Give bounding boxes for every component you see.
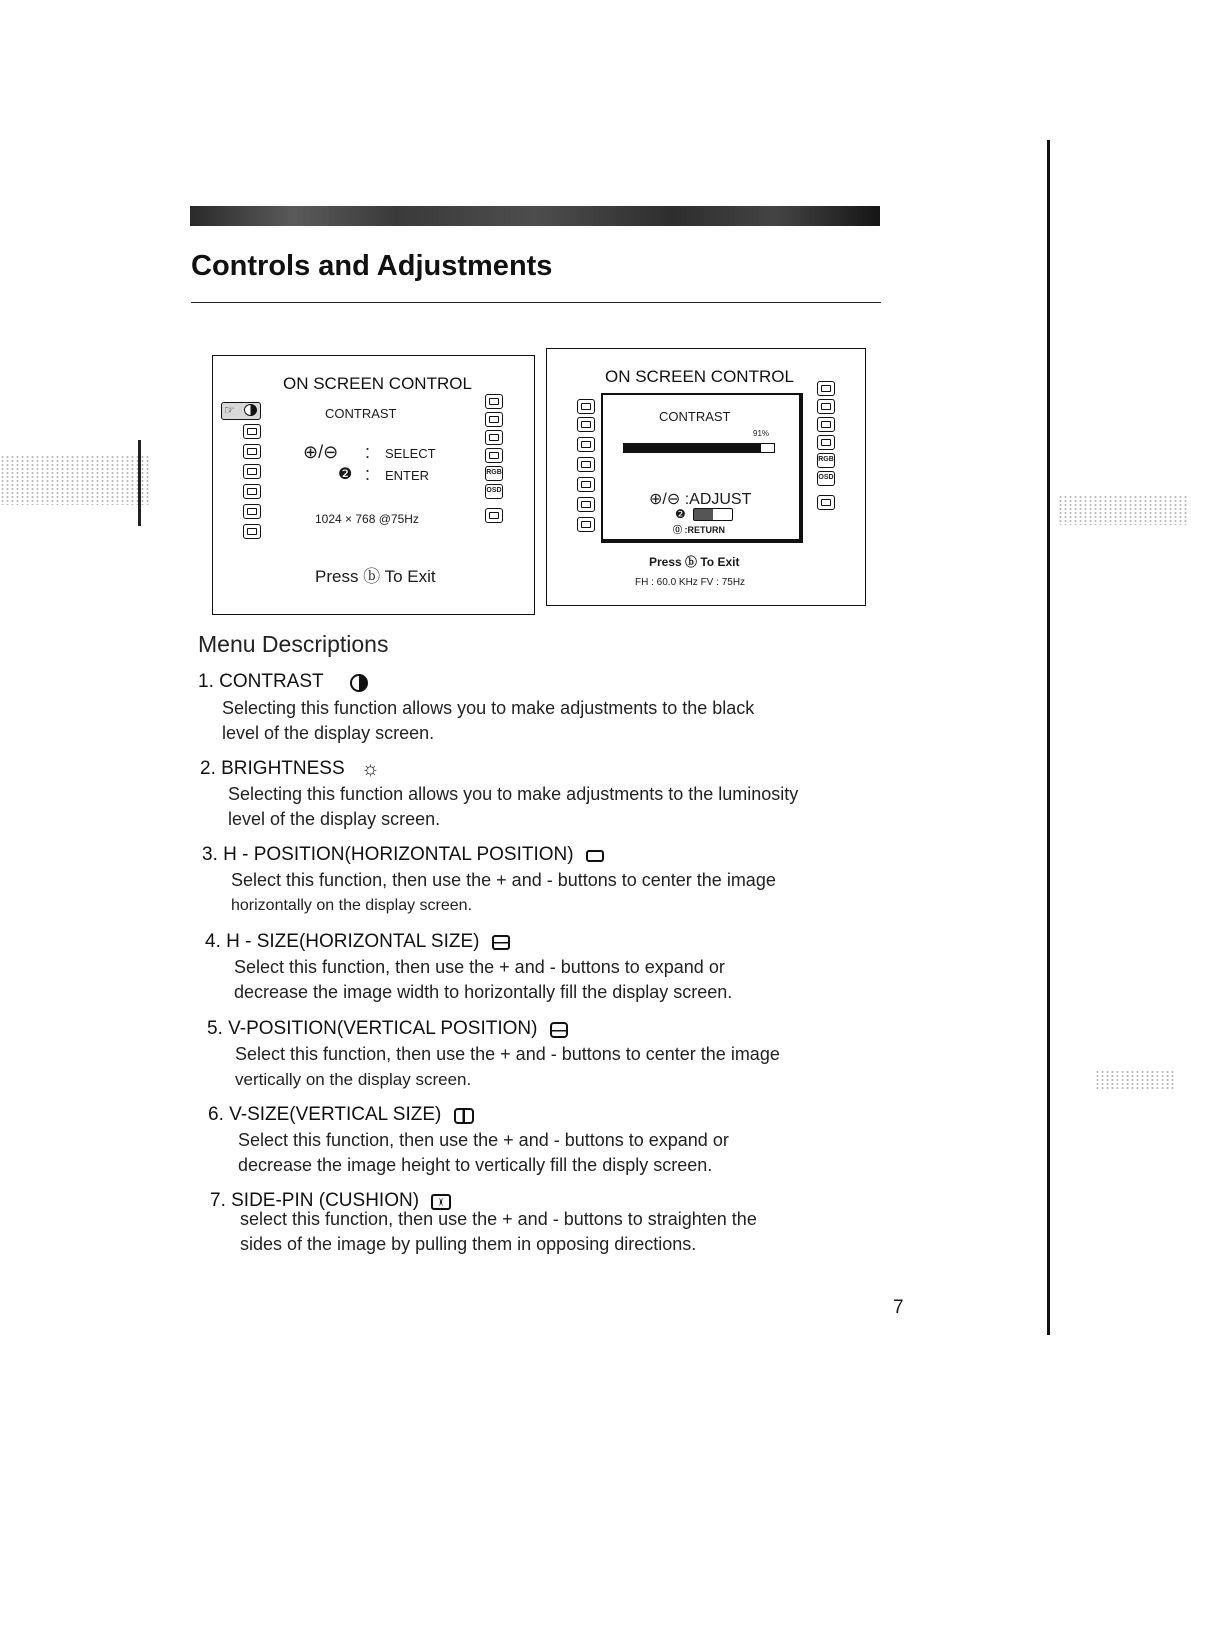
page-title: Controls and Adjustments <box>191 250 553 282</box>
menu-item-desc <box>222 696 882 746</box>
return-text: ⓪ :RETURN <box>673 525 725 535</box>
osd-right-title: ON SCREEN CONTROL <box>605 367 794 386</box>
osd-left-item: CONTRAST <box>325 406 397 421</box>
contrast-icon-osd <box>577 399 595 414</box>
osd-icon-osd: OSD <box>817 471 835 486</box>
contrast-adjust-window <box>601 393 803 543</box>
v-size-icon-osd <box>577 497 595 512</box>
osd-right-right-icon-1 <box>817 381 835 396</box>
select-keys: ⊕/⊖ <box>303 442 339 462</box>
osd-left-panel <box>212 355 535 615</box>
desc-line: select this function, then use the + and - buttons to straighten the <box>240 1209 757 1229</box>
side-pin-icon-osd <box>577 517 595 532</box>
menu-item-brightness <box>200 758 379 781</box>
menu-item-title: 6. V-SIZE(VERTICAL SIZE) <box>208 1104 442 1125</box>
desc-line: sides of the image by pulling them in opposing directions. <box>240 1234 697 1254</box>
desc-line: Selecting this function allows you to make adjustments to the luminosity <box>228 784 799 804</box>
brightness-icon <box>243 424 261 439</box>
adjust-text: ⊕/⊖ :ADJUST <box>649 491 752 508</box>
menu-item-desc <box>235 1042 895 1092</box>
scan-mark-left <box>138 440 141 526</box>
menu-item-desc <box>231 868 891 918</box>
select-separator: : <box>365 442 371 462</box>
menu-item-title: 4. H - SIZE(HORIZONTAL SIZE) <box>205 931 480 952</box>
desc-line: Select this function, then use the + and - buttons to expand or <box>238 1130 729 1150</box>
scan-noise-right <box>1058 495 1188 525</box>
contrast-level-bar[interactable] <box>623 443 775 453</box>
brightness-icon-osd <box>577 417 595 432</box>
desc-line: Selecting this function allows you to make adjustments to the black <box>222 698 755 718</box>
menu-item-contrast <box>198 671 368 693</box>
osd-left-right-icon-3 <box>485 430 503 445</box>
contrast-level-text: 91% <box>753 429 770 438</box>
exit-icon-osd <box>817 495 835 510</box>
osd-right-right-icon-4 <box>817 435 835 450</box>
menu-item-desc <box>238 1128 898 1178</box>
menu-item-desc <box>228 782 888 832</box>
osd-left-title: ON SCREEN CONTROL <box>283 374 472 393</box>
menu-item-v-size <box>208 1104 474 1126</box>
menu-item-title: 5. V-POSITION(VERTICAL POSITION) <box>207 1018 538 1039</box>
menu-item-v-position <box>207 1018 568 1040</box>
v-position-icon <box>550 1022 568 1038</box>
h-position-icon-osd <box>577 437 595 452</box>
rgb-icon-osd: RGB <box>817 453 835 468</box>
menu-item-title: 7. SIDE-PIN (CUSHION) <box>210 1190 420 1211</box>
page-number: 7 <box>893 1297 904 1318</box>
desc-line: Select this function, then use the + and - buttons to center the image <box>231 870 776 890</box>
osd-icon: OSD <box>485 484 503 499</box>
scan-noise-left <box>0 455 150 505</box>
v-size-icon <box>454 1108 474 1124</box>
menu-item-desc <box>240 1207 900 1257</box>
menu-heading: Menu Descriptions <box>198 631 389 657</box>
selected-pointer-icon: ☞ <box>221 402 261 420</box>
h-position-icon <box>243 444 261 459</box>
page-edge-line <box>1047 140 1050 1335</box>
menu-item-title: 3. H - POSITION(HORIZONTAL POSITION) <box>202 844 574 865</box>
contrast-brightness-toggle-icon <box>693 508 733 521</box>
v-position-icon-osd <box>577 477 595 492</box>
h-position-icon <box>586 850 604 862</box>
h-size-icon-osd <box>577 457 595 472</box>
select-label: SELECT <box>385 446 436 461</box>
frequency-text: FH : 60.0 KHz FV : 75Hz <box>635 577 746 588</box>
toggle-key-icon: ❷ <box>675 507 686 521</box>
desc-line: level of the display screen. <box>222 723 435 743</box>
osd-left-right-icon-1 <box>485 394 503 409</box>
resolution-text: 1024 × 768 @75Hz <box>315 512 419 526</box>
osd-right-exit-text: Press ⓑ To Exit <box>649 555 740 569</box>
enter-separator: : <box>365 464 371 484</box>
osd-right-right-icon-2 <box>817 399 835 414</box>
desc-line: level of the display screen. <box>228 809 441 829</box>
enter-label: ENTER <box>385 468 430 483</box>
osd-left-right-icon-4 <box>485 448 503 463</box>
v-position-icon <box>243 484 261 499</box>
menu-item-title: 1. CONTRAST <box>198 671 324 692</box>
desc-line: horizontally on the display screen. <box>231 897 473 914</box>
osd-right-panel <box>546 348 866 606</box>
title-divider <box>191 302 881 303</box>
osd-left-right-icon-2 <box>485 412 503 427</box>
menu-item-desc <box>234 955 894 1005</box>
contrast-icon <box>350 674 368 692</box>
brightness-icon: ☼ <box>361 758 380 781</box>
side-pin-icon <box>243 524 261 539</box>
v-size-icon <box>243 504 261 519</box>
osd-right-item: CONTRAST <box>659 409 731 424</box>
desc-line: Select this function, then use the + and - buttons to center the image <box>235 1044 780 1064</box>
rgb-icon: RGB <box>485 466 503 481</box>
osd-right-right-icon-3 <box>817 417 835 432</box>
menu-item-h-size <box>205 931 510 953</box>
menu-item-title: 2. BRIGHTNESS <box>200 758 345 779</box>
scan-noise-right-lower <box>1095 1070 1175 1090</box>
exit-icon <box>485 508 503 523</box>
desc-line: Select this function, then use the + and - buttons to expand or <box>234 957 725 977</box>
menu-item-h-position <box>202 844 604 866</box>
section-header-bar <box>190 206 880 226</box>
enter-key-icon: ❷ <box>338 466 353 483</box>
contrast-level-fill <box>624 444 761 452</box>
h-size-icon <box>243 464 261 479</box>
desc-line: vertically on the display screen. <box>235 1070 472 1089</box>
osd-left-exit-text: Press ⓑ To Exit <box>315 567 436 586</box>
desc-line: decrease the image width to horizontally fill the display screen. <box>234 982 733 1002</box>
h-size-icon <box>492 935 510 950</box>
desc-line: decrease the image height to vertically fill the disply screen. <box>238 1155 713 1175</box>
